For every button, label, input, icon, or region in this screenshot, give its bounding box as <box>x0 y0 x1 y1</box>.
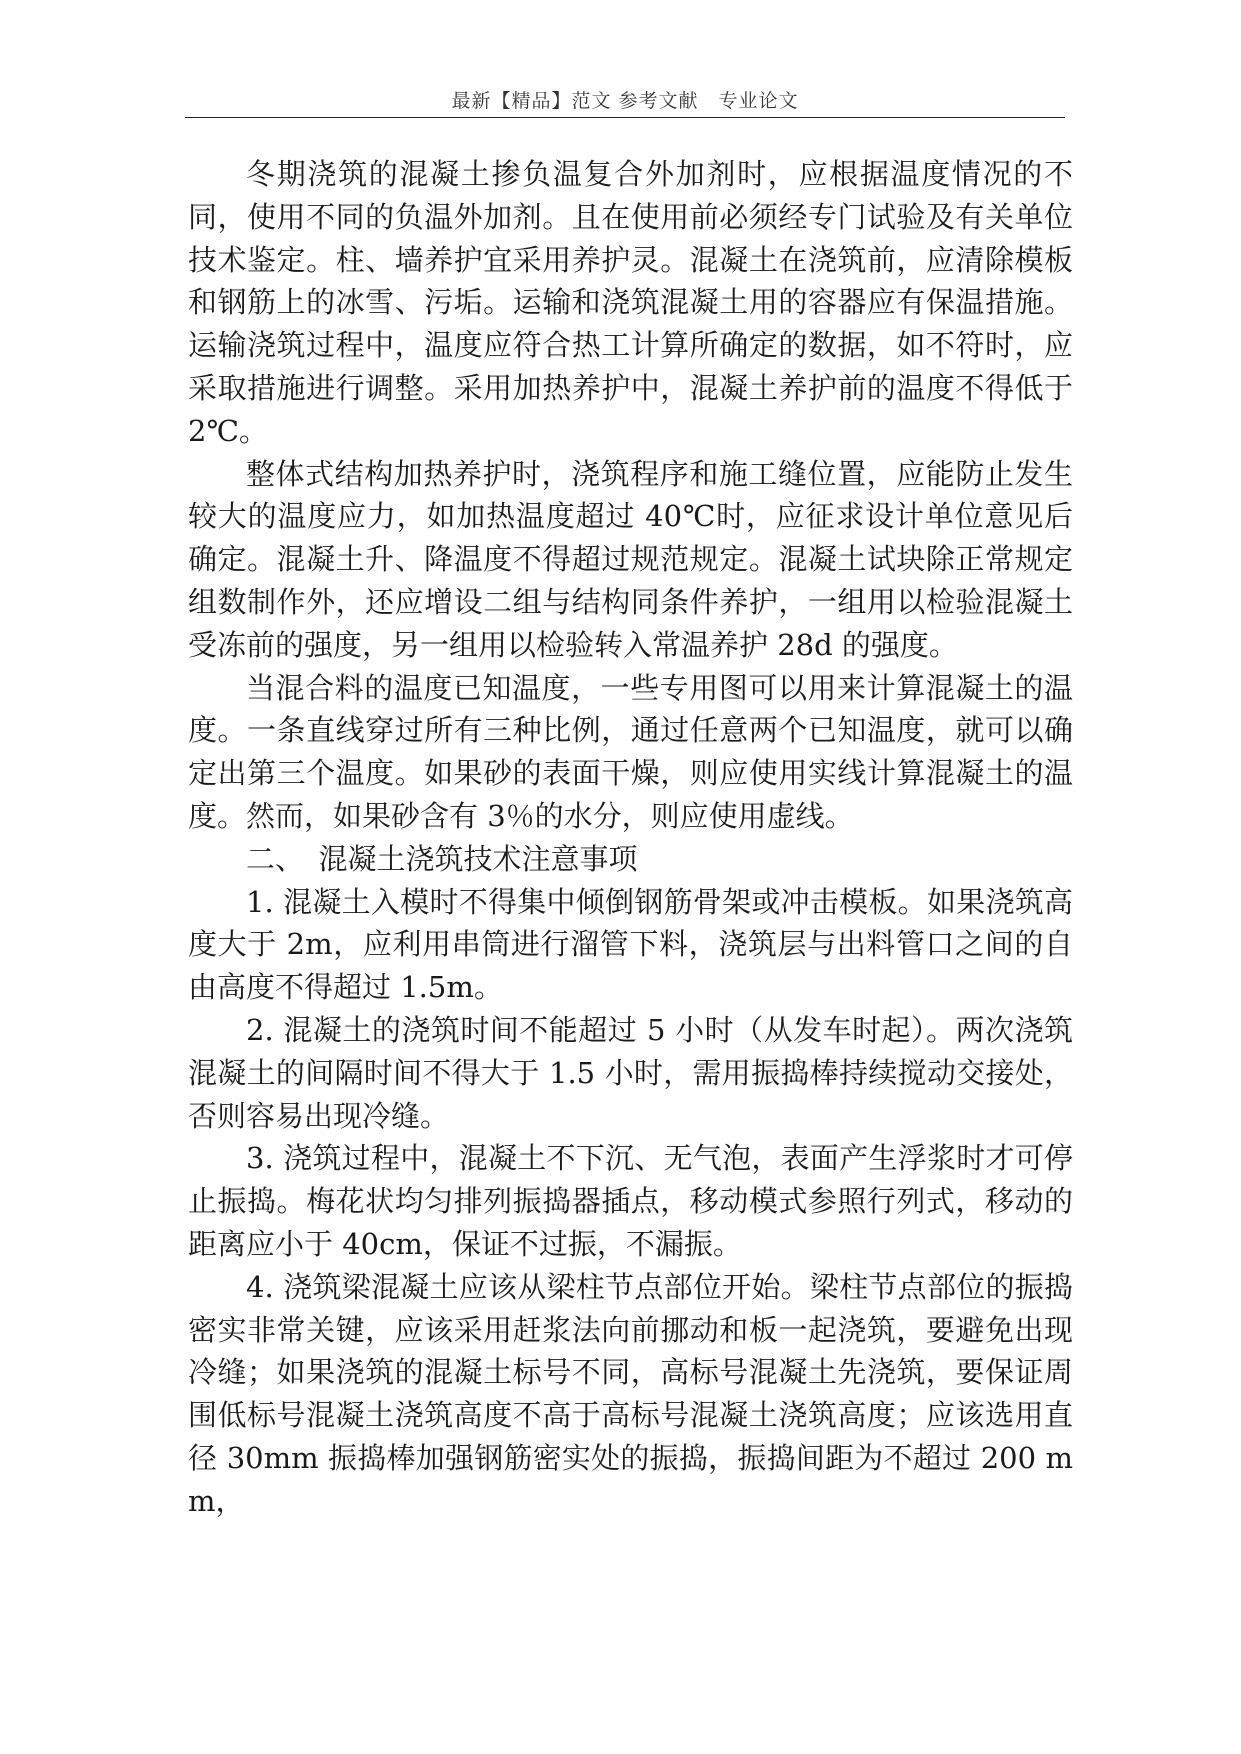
paragraph-winter-pouring: 冬期浇筑的混凝土掺负温复合外加剂时，应根据温度情况的不同，使用不同的负温外加剂。且在使用前必须经专门试验及有关单位技术鉴定。柱、墙养护宜采用养护灵。混凝土在浇筑前，应清除模板和钢筋上的冰雪、污垢。运输和浇筑混凝土用的容器应有保温措施。运输浇筑过程中，温度应符合热工计算所确定的数据，如不符时，应采取措施进行调整。采用加热养护中，混凝土养护前的温度不得低于2℃。 <box>188 157 1073 448</box>
paragraph-heating-curing: 整体式结构加热养护时，浇筑程序和施工缝位置，应能防止发生较大的温度应力，如加热温度超过 40℃时，应征求设计单位意见后确定。混凝土升、降温度不得超过规范规定。混凝土试块除正常规定组数制作外，还应增设二组与结构同条件养护，一组用以检验混凝土受冻前的强度，另一组用以检验转入常温养护 28d 的强度。 <box>188 456 1073 662</box>
paragraph-note-4: 4. 浇筑梁混凝土应该从梁柱节点部位开始。梁柱节点部位的振捣密实非常关键，应该采用赶浆法向前挪动和板一起浇筑，要避免出现冷缝；如果浇筑的混凝土标号不同，高标号混凝土先浇筑，要保证周围低标号混凝土浇筑高度不高于高标号混凝土浇筑高度；应该选用直径 30mm 振捣棒加强钢筋密实处的振捣，振捣间距为不超过 200 mm， <box>188 1269 1073 1518</box>
page-header: 最新【精品】范文 参考文献 专业论文 <box>451 90 799 112</box>
paragraph-mix-temperature: 当混合料的温度已知温度，一些专用图可以用来计算混凝土的温度。一条直线穿过所有三种比例，通过任意两个已知温度，就可以确定出第三个温度。如果砂的表面干燥，则应使用实线计算混凝土的温度。然而，如果砂含有 3％的水分，则应使用虚线。 <box>188 670 1073 833</box>
document-body <box>188 153 1073 1523</box>
paragraph-note-3: 3. 浇筑过程中，混凝土不下沉、无气泡，表面产生浮浆时才可停止振捣。梅花状均匀排列振捣器插点，移动模式参照行列式，移动的距离应小于 40cm，保证不过振，不漏振。 <box>188 1141 1073 1261</box>
header-divider <box>185 117 1065 118</box>
paragraph-note-2: 2. 混凝土的浇筑时间不能超过 5 小时（从发车时起）。两次浇筑混凝土的间隔时间不得大于 1.5 小时，需用振捣棒持续搅动交接处，否则容易出现冷缝。 <box>188 1012 1073 1133</box>
section-heading-pouring-notes: 二、 混凝土浇筑技术注意事项 <box>246 841 638 876</box>
paragraph-note-1: 1. 混凝土入模时不得集中倾倒钢筋骨架或冲击模板。如果浇筑高度大于 2m，应利用串筒进行溜管下料，浇筑层与出料管口之间的自由高度不得超过 1.5m。 <box>188 884 1073 1005</box>
